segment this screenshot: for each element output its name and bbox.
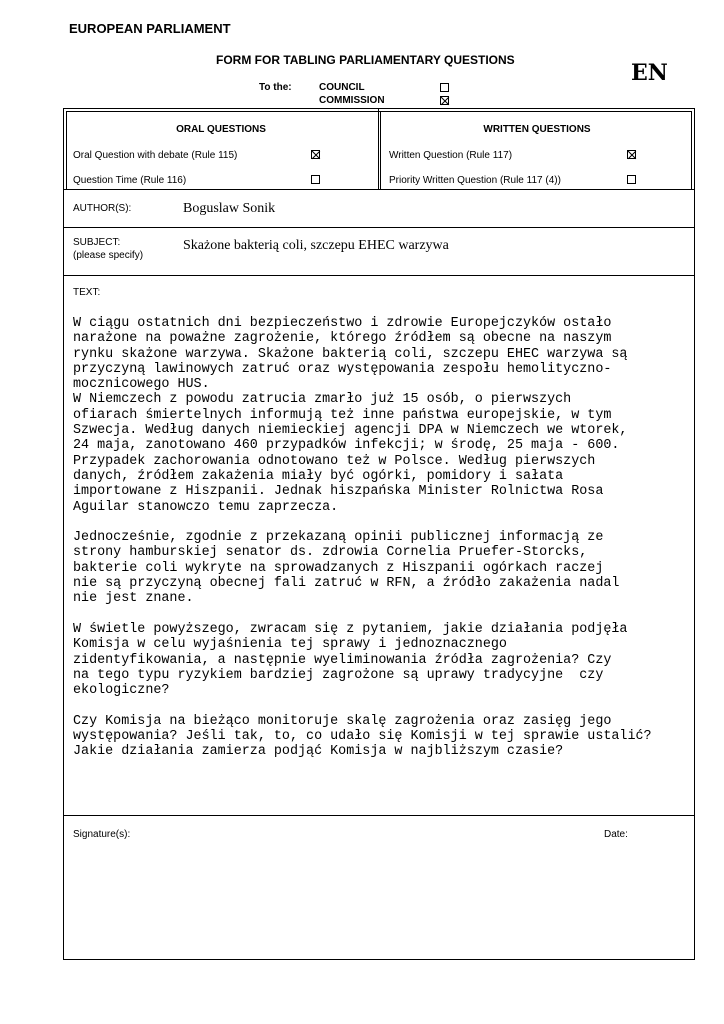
oral-debate-checkbox[interactable] bbox=[311, 150, 320, 159]
recipient-commission-label: COMMISSION bbox=[319, 95, 385, 106]
author-value[interactable]: Boguslaw Sonik bbox=[183, 201, 276, 216]
form-title: FORM FOR TABLING PARLIAMENTARY QUESTIONS bbox=[216, 53, 515, 67]
priority-written-label: Priority Written Question (Rule 117 (4)) bbox=[389, 175, 561, 186]
question-time-checkbox[interactable] bbox=[311, 175, 320, 184]
date-label: Date: bbox=[604, 829, 628, 840]
divider bbox=[66, 111, 692, 112]
subject-label: SUBJECT: bbox=[73, 237, 121, 248]
row-divider-text bbox=[64, 275, 694, 276]
signature-label: Signature(s): bbox=[73, 829, 131, 840]
column-divider bbox=[380, 111, 381, 190]
text-label: TEXT: bbox=[73, 287, 101, 298]
divider bbox=[691, 111, 692, 190]
written-question-checkbox[interactable] bbox=[627, 150, 636, 159]
priority-written-checkbox[interactable] bbox=[627, 175, 636, 184]
subject-sublabel: (please specify) bbox=[73, 250, 144, 261]
recipient-commission-checkbox[interactable] bbox=[440, 96, 449, 105]
language-code: EN bbox=[631, 60, 668, 86]
to-label: To the: bbox=[259, 82, 292, 93]
question-text-body[interactable]: W ciągu ostatnich dni bezpieczeństwo i zdrowie Europejczyków ostało narażone na poważne zagrożenie, którego źródłem są obecne na naszym rynku skażone warzywa. Skażone bakterią coli, szczepu EHEC warzywa są przyczyną lawinowych zatruć oraz występowania zespołu hemolityczno- mocznicowego HUS. W Niemczech z powodu zatrucia zmarło już 15 osób, o pierwszych ofiarach śmiertelnych informują też inne państwa europejskie, w tym Szwecja. Według danych niemieckiej agencji DPA w Niemczech we wtorek, 24 maja, zanotowano 460 przypadków infekcji; w środę, 25 maja - 600. Przypadek zachorowania odnotowano też w Polsce. Według pierwszych danych, źródłem zakażenia miały być ogórki, pomidory i sałata importowane z Hiszpanii. Jednak hiszpańska Minister Rolnictwa Rosa Aguilar stanowczo temu zaprzecza. Jednocześnie, zgodnie z przekazaną opinii publicznej informacją ze strony hamburskiej senator ds. zdrowia Cornelia Pruefer-Storcks, bakterie coli wykryte na sprowadzanych z Hiszpanii ogórkach raczej nie są przyczyną obecnej fali zatruć w RFN, a źródło zakażenia nadal nie jest znane. W świetle powyższego, zwracam się z pytaniem, jakie działania podjęła Komisja w celu wyjaśnienia tej sprawy i jednoznacznego zidentyfikowania, a następnie wyeliminowania źródła zagrożenia? Czy na tego typu ryzykiem bardziej zagrożone są uprawy tradycyjne czy ekologiczne? Czy Komisja na bieżąco monitoruje skalę zagrożenia oraz zasięg jego występowania? Jeśli tak, to, co udało się Komisji w tej sprawie ustalić? Jakie działania zamierza podjąć Komisja w najbliższym czasie? bbox=[73, 316, 652, 760]
written-question-label: Written Question (Rule 117) bbox=[389, 150, 513, 161]
row-divider-signature bbox=[64, 815, 694, 816]
recipient-council-label: COUNCIL bbox=[319, 82, 365, 93]
written-questions-heading: WRITTEN QUESTIONS bbox=[483, 124, 591, 135]
subject-value[interactable]: Skażone bakterią coli, szczepu EHEC warzywa bbox=[183, 238, 449, 253]
row-divider-subject bbox=[64, 227, 694, 228]
recipient-council-checkbox[interactable] bbox=[440, 83, 449, 92]
question-time-label: Question Time (Rule 116) bbox=[73, 175, 187, 186]
oral-questions-heading: ORAL QUESTIONS bbox=[176, 124, 266, 135]
column-divider bbox=[378, 109, 379, 190]
author-label: AUTHOR(S): bbox=[73, 203, 132, 214]
row-divider-author bbox=[64, 189, 694, 190]
oral-debate-label: Oral Question with debate (Rule 115) bbox=[73, 150, 238, 161]
divider bbox=[66, 111, 67, 190]
organization-name: EUROPEAN PARLIAMENT bbox=[69, 21, 231, 36]
